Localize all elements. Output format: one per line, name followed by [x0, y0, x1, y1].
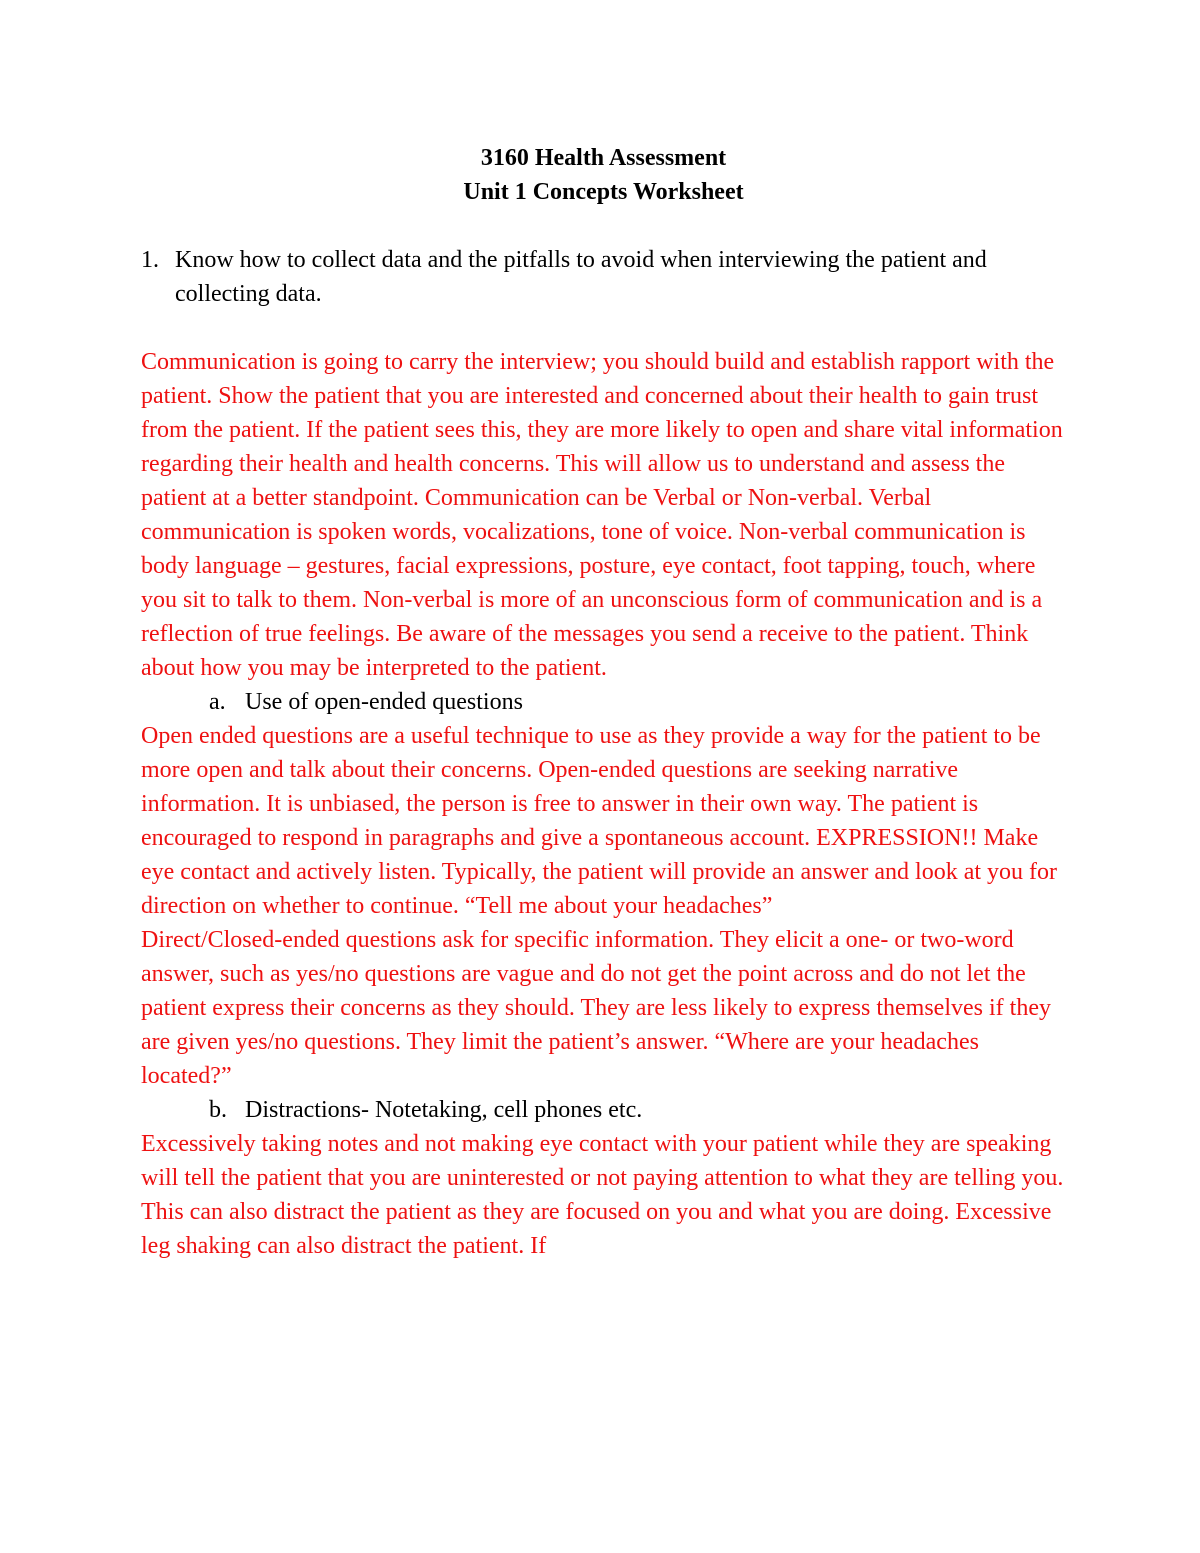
- sub-question-letter: a.: [209, 689, 226, 715]
- sub-question-a: [141, 685, 1066, 719]
- answer-communication: Communication is going to carry the interview; you should build and establish rapport with the patient. Show the patient that you are interested and concerned about their health to gain trust from the patient. If the patient sees this, they are more likely to open and share vital information regarding their health and health concerns. This will allow us to understand and assess the patient at a better standpoint. Communication can be Verbal or Non-verbal. Verbal communication is spoken words, vocalizations, tone of voice. Non-verbal communication is body language – gestures, facial expressions, posture, eye contact, foot tapping, touch, where you sit to talk to them. Non-verbal is more of an unconscious form of communication and is a reflection of true feelings. Be aware of the messages you send a receive to the patient. Think about how you may be interpreted to the patient.: [141, 349, 1063, 681]
- document-page: [141, 141, 1066, 1263]
- sub-question-b: [141, 1093, 1066, 1127]
- document-title: [141, 141, 1066, 209]
- question-number: 1.: [141, 247, 159, 273]
- answer-closed-ended: Direct/Closed-ended questions ask for specific information. They elicit a one- or two-word answer, such as yes/no questions are vague and do not get the point across and do not let the patient express their concerns as they should. They are less likely to express themselves if they are given yes/no questions. They limit the patient’s answer. “Where are your headaches located?”: [141, 927, 1051, 1089]
- question-1: [141, 243, 1066, 311]
- worksheet-title: Unit 1 Concepts Worksheet: [463, 179, 744, 205]
- sub-question-letter: b.: [209, 1097, 227, 1123]
- answer-distractions: Excessively taking notes and not making eye contact with your patient while they are speaking will tell the patient that you are uninterested or not paying attention to what they are telling you. This can also distract the patient as they are focused on you and what you are doing. Excessive leg shaking can also distract the patient. If: [141, 1131, 1064, 1259]
- sub-question-text: Use of open-ended questions: [245, 689, 523, 715]
- question-text: Know how to collect data and the pitfalls to avoid when interviewing the patient and collecting data.: [175, 247, 987, 307]
- sub-question-text: Distractions- Notetaking, cell phones etc.: [245, 1097, 643, 1123]
- course-title: 3160 Health Assessment: [480, 145, 727, 171]
- answer-open-ended: Open ended questions are a useful technique to use as they provide a way for the patient to be more open and talk about their concerns. Open-ended questions are seeking narrative information. It is unbiased, the person is free to answer in their own way. The patient is encouraged to respond in paragraphs and give a spontaneous account. EXPRESSION!! Make eye contact and actively listen. Typically, the patient will provide an answer and look at you for direction on whether to continue. “Tell me about your headaches”: [141, 723, 1058, 919]
